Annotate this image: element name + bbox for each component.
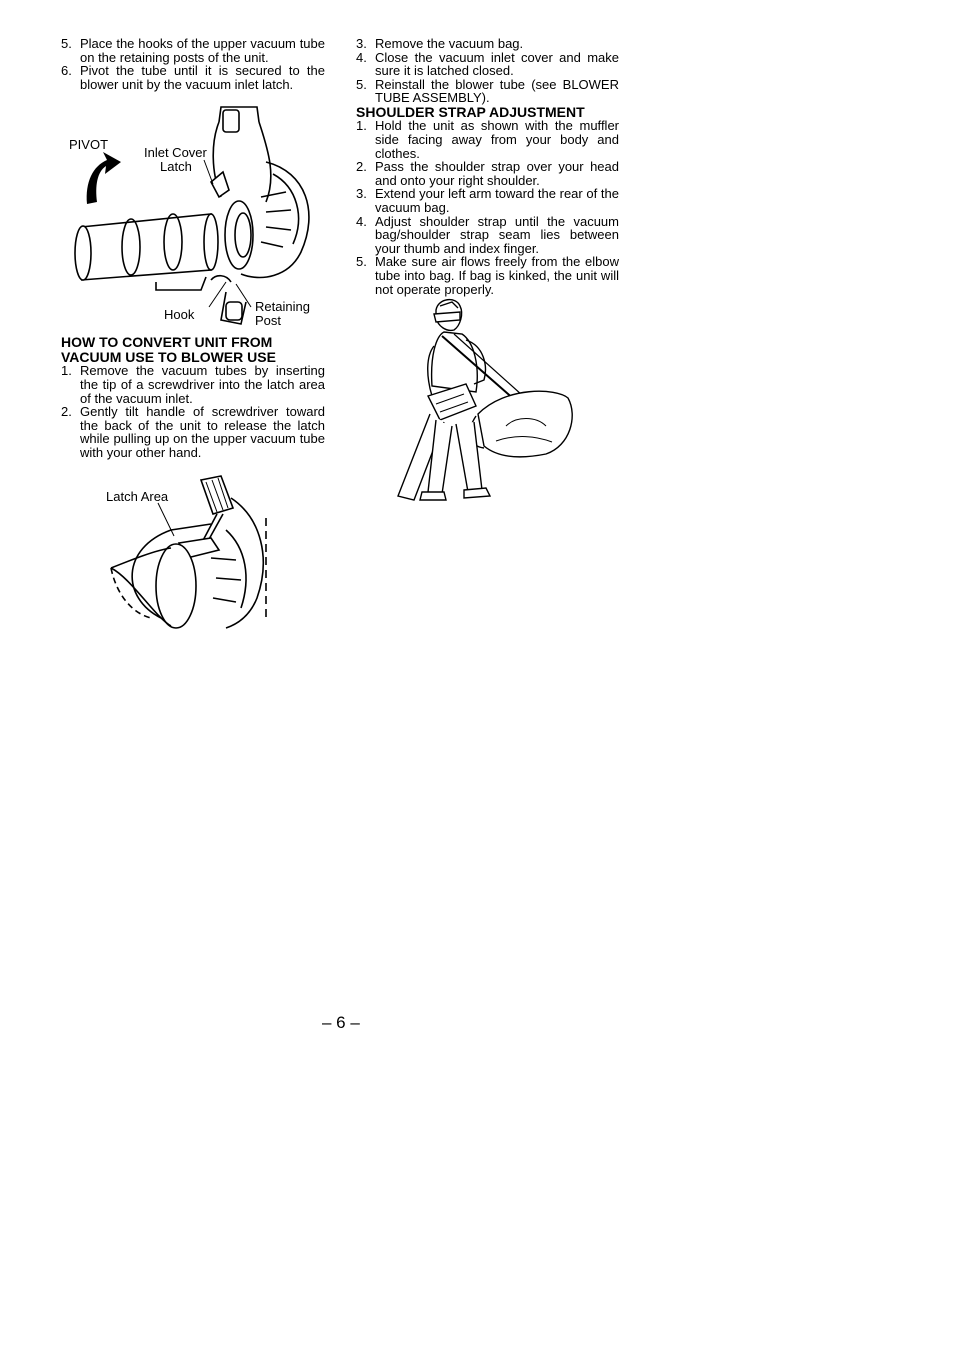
convert-heading-line1: HOW TO CONVERT UNIT FROM	[61, 334, 273, 351]
hook-label: Hook	[164, 307, 195, 323]
retaining-post-label-line2: Post	[255, 313, 282, 329]
list-item: 2. Gently tilt handle of screwdriver toward the back of the unit to release the latch while pulling up on the upper vacuum tube with your other hand.	[61, 404, 325, 460]
list-item: 5. Make sure air flows freely from the elbow tube into bag. If bag is kinked, the unit will not operate properly.	[356, 254, 619, 297]
operator-with-vacuum-figure	[356, 296, 619, 511]
list-item: 2. Pass the shoulder strap over your head and onto your right shoulder.	[356, 159, 619, 188]
list-item: 5. Reinstall the blower tube (see BLOWER TUBE ASSEMBLY).	[356, 76, 619, 106]
list-item: 4. Adjust shoulder strap until the vacuum bag/shoulder strap seam lies between your thumb and index finger.	[356, 213, 619, 256]
list-item: 1. Hold the unit as shown with the muffler side facing away from your body and clothes.	[356, 118, 619, 161]
inlet-cover-latch-label-line1: Inlet Cover	[144, 145, 207, 161]
vacuum-tube-pivot-figure	[61, 102, 325, 330]
list-item: 4. Close the vacuum inlet cover and make sure it is latched closed.	[356, 49, 619, 79]
retaining-post-label-line1: Retaining	[255, 299, 310, 315]
list-item: 1. Remove the vacuum tubes by inserting the tip of a screwdriver into the latch area of the vacuum inlet.	[61, 363, 325, 406]
list-item: 5. Place the hooks of the upper vacuum tube on the retaining posts of the unit.	[61, 36, 325, 65]
latch-area-label: Latch Area	[106, 488, 169, 504]
reassembly-steps-list	[61, 37, 325, 91]
convert-steps-list	[61, 364, 325, 459]
latch-area-figure	[61, 468, 325, 633]
operator-illustration	[356, 296, 619, 511]
list-item: 3. Extend your left arm toward the rear of the vacuum bag.	[356, 186, 619, 216]
right-column	[356, 37, 619, 511]
page-number: – 6 –	[322, 1013, 360, 1032]
pivot-label: PIVOT	[69, 137, 109, 153]
strap-steps-list	[356, 119, 619, 296]
strap-heading: SHOULDER STRAP ADJUSTMENT	[356, 103, 585, 120]
list-item: 6. Pivot the tube until it is secured to the blower unit by the vacuum inlet latch.	[61, 63, 325, 92]
convert-heading-line2: VACUUM USE TO BLOWER USE	[61, 348, 276, 365]
convert-continued-steps-list	[356, 37, 619, 105]
list-item: 3. Remove the vacuum bag.	[356, 36, 524, 51]
left-column	[61, 37, 325, 633]
inlet-cover-latch-label-line2: Latch	[160, 159, 192, 175]
screwdriver-latch-illustration	[61, 468, 325, 633]
